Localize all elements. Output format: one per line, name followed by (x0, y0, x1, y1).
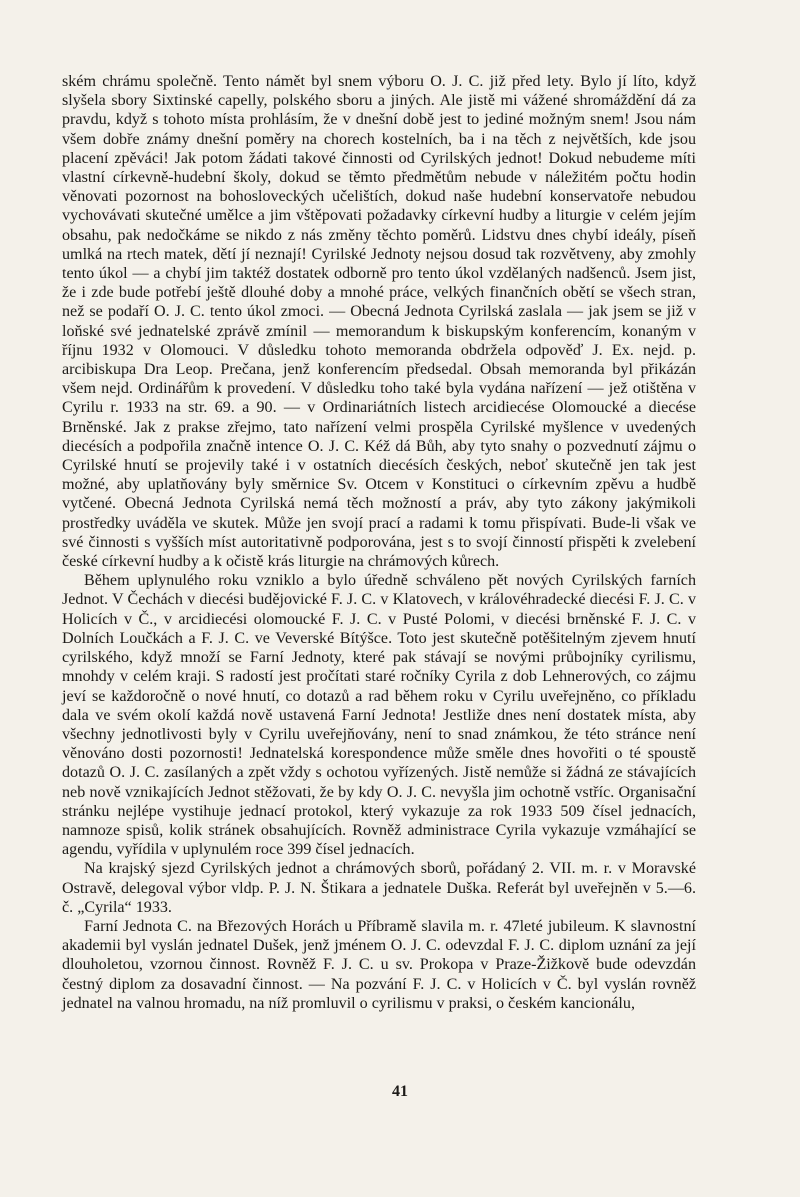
paragraph-1: ském chrámu společně. Tento námět byl snem výboru O. J. C. již před lety. Bylo jí líto, když slyšela sbory Sixtinské capelly, polského sboru a jiných. Ale jistě mi vážené shromáždění dá za pravdu, když s tohoto místa prohlásím, že v dnešní době jest to jediné možným snem! Jsou nám všem dobře známy dnešní poměry na chorech kostelních, ba i na těch z největších, kde jsou placení zpěváci! Jak potom žádati takové činnosti od Cyrilských jednot! Dokud nebudeme míti vlastní církevně-hudební školy, dokud se těmto předmětům nebude v náležitém počtu hodin věnovati pozornost na bohosloveckých učelištích, dokud naše hudební konservatoře nebudou vychovávati skutečné umělce a jim vštěpovati požadavky církevní hudby a liturgie v celém jejím obsahu, pak nedočkáme se nikdo z nás změny těchto poměrů. Lidstvu dnes chybí ideály, píseň umlká na rtech matek, dětí jí neznají! Cyrilské Jednoty nejsou dosud tak rozvětveny, aby zmohly tento úkol — a chybí jim taktéž dostatek odborně pro tento úkol vzdělaných nadšenců. Jsem jist, že i zde bude potřebí ještě dlouhé doby a mnohé práce, velkých finančních obětí se všech stran, než se podaří O. J. C. tento úkol zmoci. — Obecná Jednota Cyrilská zaslala — jak jsem se již v loňské své jednatelské zprávě zmínil — memorandum k biskupským konferencím, konaným v říjnu 1932 v Olomouci. V důsledku tohoto memoranda obdržela odpověď J. Ex. nejd. p. arcibiskupa Dra Leop. Prečana, jenž konferencím předsedal. Obsah memoranda byl přikázán všem nejd. Ordinářům k provedení. V důsledku toho také byla vydána nařízení — jež otištěna v Cyrilu r. 1933 na str. 69. a 90. — v Ordinariátních listech arcidiecése Olomoucké a diecése Brněnské. Jak z prakse zřejmo, tato nařízení velmi prospěla Cyrilské myšlence v uvedených diecésích a podpořila značně intence O. J. C. Kéž dá Bůh, aby tyto snahy o pozvednutí zájmu o Cyrilské hnutí se projevily také i v ostatních diecésích českých, neboť skutečně jen tak jest možné, aby uplatňovány byly směrnice Sv. Otcem v Konstituci o církevním zpěvu a hudbě vytčené. Obecná Jednota Cyrilská nemá těch možností a práv, aby tyto zákony jakýmikoli prostředky uváděla ve skutek. Může jen svojí prací a radami k tomu přispívati. Bude-li však ve své činnosti s vyšších míst autoritativně podporována, jest s to svojí činností přispěti k zvelebení české církevní hudby a k očistě krás liturgie na chrámových kůrech. (62, 73, 696, 571)
paragraph-3: Na krajský sjezd Cyrilských jednot a chrámových sborů, pořádaný 2. VII. m. r. v Moravské Ostravě, delegoval výbor vldp. P. J. N. Štikara a jednatele Duška. Referát byl uveřejněn v 5.—6. č. „Cyrila“ 1933. (62, 860, 696, 916)
paragraph-2: Během uplynulého roku vzniklo a bylo úředně schváleno pět nových Cyrilských farních Jednot. V Čechách v diecési budějovické F. J. C. v Klatovech, v královéhradecké diecési F. J. C. v Holicích v Č., v arcidiecési olomoucké F. J. C. v Pusté Polomi, v diecési brněnské F. J. C. v Dolních Loučkách a F. J. C. ve Veverské Bítýšce. Toto jest skutečně potěšitelným zjevem hnutí cyrilského, když množí se Farní Jednoty, které pak stávají se novými průbojníky cyrilismu, mnohdy v celém kraji. S radostí jest pročítati staré ročníky Cyrila z dob Lehnerových, co zájmu jeví se každoročně o nové hnutí, co dotazů a rad během roku v Cyrilu uveřejněno, co příkladu dala ve svém okolí každá nově ustavená Farní Jednota! Jestliže dnes není dostatek místa, aby všechny jednotlivosti byly v Cyrilu uveřejňovány, není to snad známkou, že této stránce není věnováno dosti pozornosti! Jednatelská korespondence může směle dnes hovořiti o té spoustě dotazů O. J. C. zasílaných a zpět vždy s ochotou vyřízených. Jistě nemůže si žádná ze stávajících neb nově vznikajících Jednot stěžovati, že by kdy O. J. C. nevyšla jim ochotně vstříc. Organisační stránku nejlépe vystihuje jednací protokol, který vykazuje za rok 1933 509 čísel jednacích, namnoze spisů, kolik stránek obsahujících. Rovněž administrace Cyrila vykazuje vzmáhající se agendu, vyřídila v uplynulém roce 399 čísel jednacích. (62, 572, 696, 859)
body-text (62, 72, 696, 1013)
document-page (62, 72, 696, 1112)
paragraph-4: Farní Jednota C. na Březových Horách u Příbramě slavila m. r. 47leté jubileum. K slavnostní akademii byl vyslán jednatel Dušek, jenž jménem O. J. C. odevzdal F. J. C. diplom uznání za její dlouholetou, vzornou činnost. Rovněž F. J. C. u sv. Prokopa v Praze-Žižkově bude odevzdán čestný diplom za dosavadní činnost. — Na pozvání F. J. C. v Holicích v Č. byl vyslán rovněž jednatel na valnou hromadu, na níž promluvil o cyrilismu v praksi, o českém kancionálu, (62, 917, 696, 1012)
page-number: 41 (392, 1083, 408, 1100)
